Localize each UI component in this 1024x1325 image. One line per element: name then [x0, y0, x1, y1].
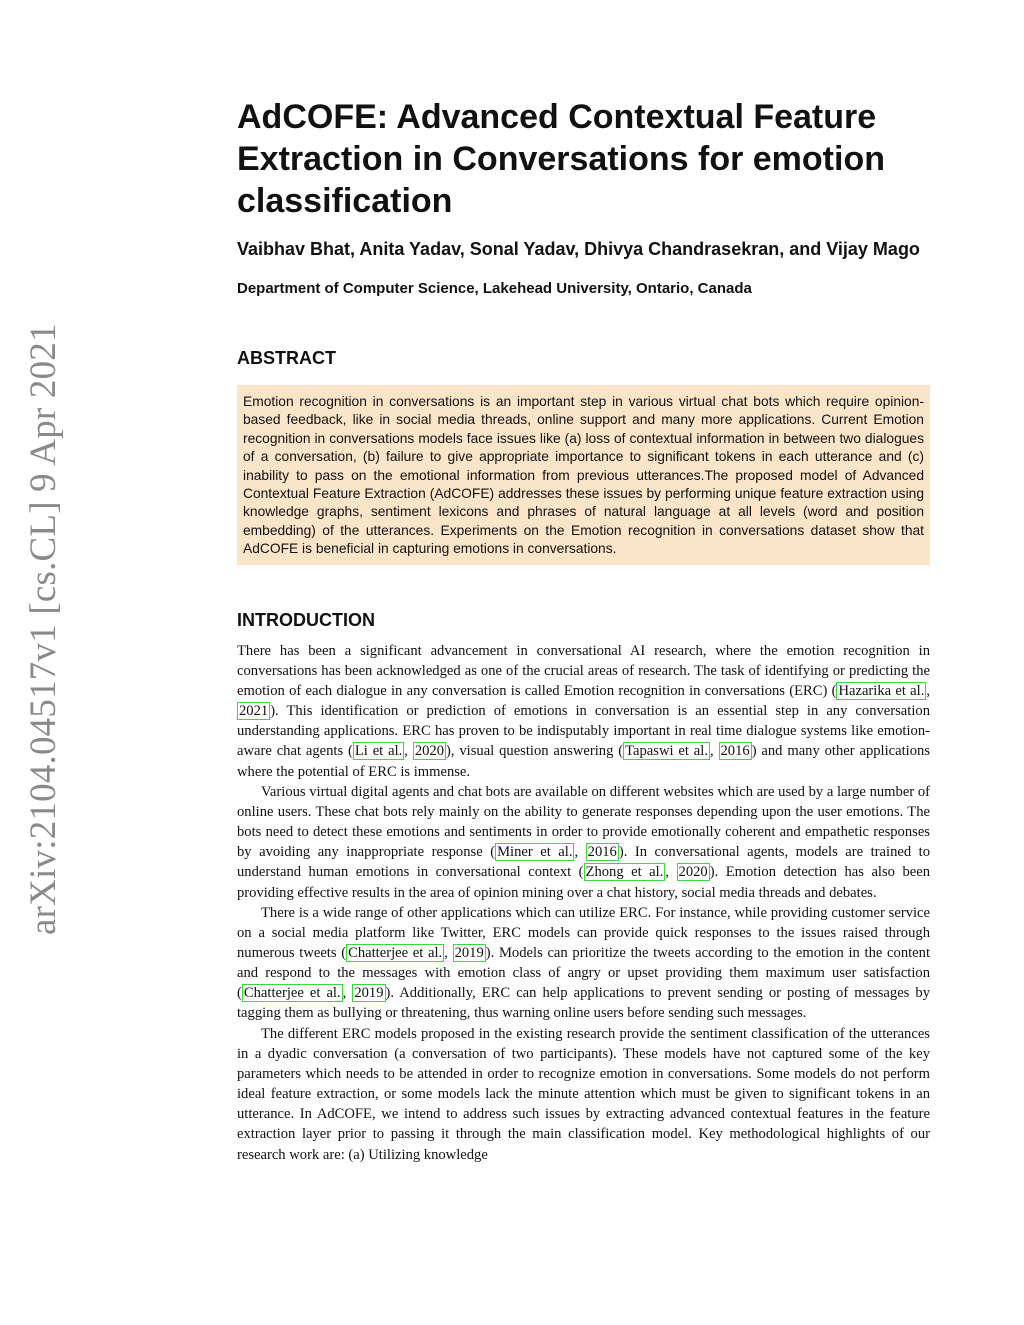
citation-year-link[interactable]: 2020: [678, 864, 708, 881]
citation-link[interactable]: Hazarika et al.: [838, 682, 925, 699]
citation-link[interactable]: Chatterjee et al.: [348, 945, 443, 961]
citation-link[interactable]: Li et al.: [354, 743, 403, 760]
citation-link[interactable]: Miner et al.: [497, 844, 573, 861]
introduction-body: [237, 641, 930, 1165]
introduction-heading: INTRODUCTION: [237, 609, 375, 630]
citation-separator: ,: [709, 743, 719, 760]
paragraph-text: ), visual question answering (: [446, 743, 624, 760]
paragraph-text: Various virtual digital agents and chat bots are available on different websites which are used by a large number of online users. These chat bots rely mainly on the ability to generate responses depending upon the user emotions. The bots need to detect these emotions and sentiments in order to provide emotionally coherent and empathetic responses by avoiding any inappropriate response (: [237, 783, 930, 861]
arxiv-identifier-stamp: arXiv:2104.04517v1 [cs.CL] 9 Apr 2021: [23, 323, 64, 935]
paragraph-text: ). Additionally, ERC can help applications to prevent sending or posting of messages by tagging them as bullying or threatening, thus warning online users before sending such messages.: [237, 985, 930, 1022]
citation-year-link[interactable]: 2019: [454, 945, 484, 961]
introduction-paragraph-2: [237, 782, 930, 903]
introduction-paragraph-1: [237, 641, 930, 782]
citation-year-link[interactable]: 2021: [239, 703, 269, 720]
citation-separator: ,: [444, 945, 453, 961]
citation-separator: ,: [342, 985, 353, 1002]
citation-year-link[interactable]: 2020: [414, 743, 444, 760]
citation-link[interactable]: Zhong et al.: [585, 864, 664, 881]
paragraph-text: There has been a significant advancement in conversational AI research, where the emotion recognition in conversations has been acknowledged as one of the crucial areas of research. The task of identifying or predicting the emotion of each dialogue in any conversation is called Emotion recognition in conversations (ERC) (: [237, 642, 930, 699]
citation-link[interactable]: Chatterjee et al.: [243, 985, 341, 1002]
paragraph-text: ). Emotion detection has also been providing effective results in the area of opinion mining over a chat history, social media threads and debates.: [237, 864, 931, 901]
paragraph-text: ) and many other applications where the potential of ERC is immense.: [237, 743, 930, 780]
citation-link[interactable]: Tapaswi et al.: [625, 743, 708, 760]
citation-separator: ,: [926, 682, 931, 699]
paragraph-text: There is a wide range of other applications which can utilize ERC. For instance, while providing customer service on a social media platform like Twitter, ERC models can provide quick responses to the issues raised through numerous tweets (: [237, 904, 930, 961]
paragraph-text: ). In conversational agents, models are trained to understand human emotions in conversational context (: [237, 844, 931, 881]
citation-separator: ,: [404, 743, 413, 760]
introduction-paragraph-4: The different ERC models proposed in the existing research provide the sentiment classification of the utterances in a dyadic conversation (a conversation of two participants). These models have not captured some of the key parameters which needs to be attended in order to recognize emotion in conversations. Some models do not perform ideal feature extraction, or some models lack the minute attention which must be given to significant tokens in an utterance. In AdCOFE, we intend to address such issues by extracting advanced contextual features in the feature extraction layer prior to passing it through the main classification model. Key methodological highlights of our research work are: (a) Utilizing knowledge: [237, 1025, 930, 1163]
citation-year-link[interactable]: 2016: [587, 844, 617, 861]
author-list: Vaibhav Bhat, Anita Yadav, Sonal Yadav, Dhivya Chandrasekran, and Vijay Mago: [237, 239, 920, 259]
affiliation: Department of Computer Science, Lakehead University, Ontario, Canada: [237, 280, 752, 297]
paragraph-text: ). This identification or prediction of emotions in conversation is an essential step in any conversation understanding applications. ERC has proven to be indisputably important in real time dialogue systems like emotion-aware chat agents (: [237, 703, 930, 760]
citation-separator: ,: [574, 844, 586, 861]
introduction-paragraph-3: [237, 903, 930, 1024]
abstract-box: Emotion recognition in conversations is an important step in various virtual chat bots which require opinion-based feedback, like in social media threads, online support and many more applications. Current Emotion recognition in conversations models face issues like (a) loss of contextual information in between two dialogues of a conversation, (b) failure to give appropriate importance to significant tokens in each utterance and (c) inability to pass on the emotional information from previous utterances.The proposed model of Advanced Contextual Feature Extraction (AdCOFE) addresses these issues by performing unique feature extraction using knowledge graphs, sentiment lexicons and phrases of natural language at all levels (word and position embedding) of the utterances. Experiments on the Emotion recognition in conversations dataset show that AdCOFE is beneficial in capturing emotions in conversations.: [237, 385, 930, 565]
paragraph-text: ). Models can prioritize the tweets according to the emotion in the content and respond to the messages with emotion class of angry or upset providing them maximum user satisfaction (: [237, 945, 930, 1002]
citation-year-link[interactable]: 2019: [354, 985, 384, 1002]
page-content: [237, 96, 930, 1165]
abstract-heading: ABSTRACT: [237, 348, 336, 368]
citation-year-link[interactable]: 2016: [720, 743, 750, 760]
paper-title: AdCOFE: Advanced Contextual Feature Extraction in Conversations for emotion classification: [237, 98, 885, 220]
citation-separator: ,: [665, 864, 677, 881]
